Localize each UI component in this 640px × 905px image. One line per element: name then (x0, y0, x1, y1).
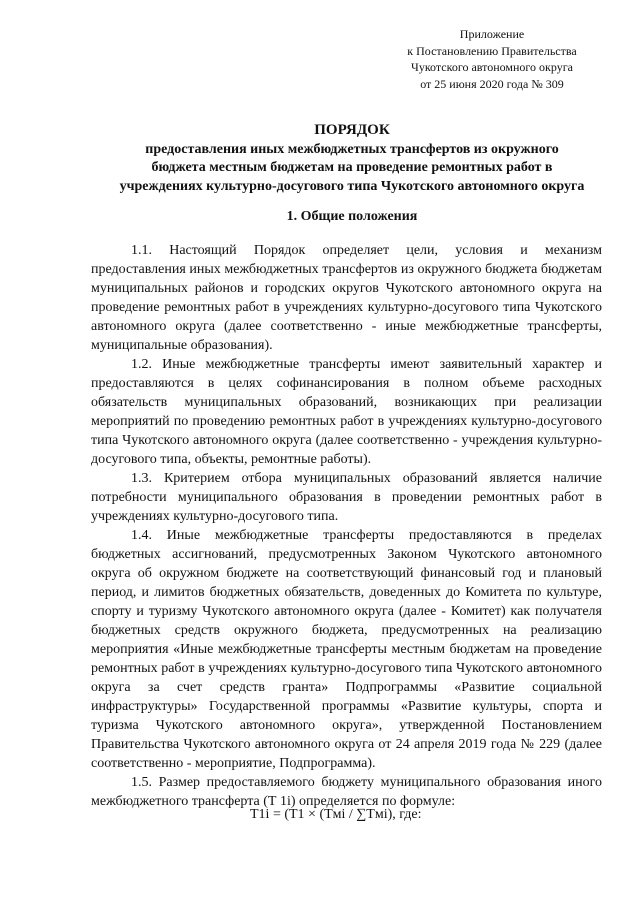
title-line-1: предоставления иных межбюджетных трансфертов из окружного (145, 141, 559, 157)
annex-resolution-ref: к Постановлению Правительства (407, 43, 577, 58)
section-heading: 1. Общие положения (286, 209, 418, 224)
paragraph-1-2: 1.2. Иные межбюджетные трансферты имеют заявительный характер и предоставляются в целях софинансирования в полном объеме расходных обязательств муниципальных образований, возникающих при реализации мероприятий по проведению ремонтных работ в учреждениях культурно-досугового типа Чукотского автономного округа (далее соответственно - учреждения культурно-досугового типа, объекты, ремонтные работы). (91, 357, 602, 467)
document-title (80, 121, 624, 196)
title-heading: ПОРЯДОК (314, 122, 390, 138)
title-line-3: учреждениях культурно-досугового типа Чукотского автономного округа (119, 178, 585, 194)
title-line-2: бюджета местным бюджетам на проведение ремонтных работ в (151, 160, 553, 175)
section-body (91, 241, 602, 811)
paragraph-1-1: 1.1. Настоящий Порядок определяет цели, условия и механизм предоставления иных межбюджетных трансфертов из окружного бюджета бюджетам муниципальных районов и городских округов Чукотского автономного округа на проведение ремонтных работ в учреждениях культурно-досугового типа Чукотского автономного округа (далее соответственно - иные межбюджетные трансферты, муниципальные образования). (91, 243, 602, 353)
paragraph-1-3: 1.3. Критерием отбора муниципальных образований является наличие потребности муниципального образования в проведении ремонтных работ в учреждениях культурно-досугового типа. (91, 471, 602, 524)
annex-label: Приложение (459, 27, 525, 41)
annex-region: Чукотского автономного округа (411, 60, 573, 74)
annex-date-number: от 25 июня 2020 года № 309 (420, 76, 564, 91)
paragraph-1-4: 1.4. Иные межбюджетные трансферты предоставляются в пределах бюджетных ассигнований, предусмотренных Законом Чукотского автономного округа об окружном бюджете на соответствующий финансовый год и плановый период, и лимитов бюджетных обязательств, доведенных до Комитета по культуре, спорту и туризму Чукотского автономного округа (далее - Комитет) как получателя бюджетных средств окружного бюджета, предусмотренных на реализацию мероприятия «Иные межбюджетные трансферты местным бюджетам на проведение ремонтных работ в учреждениях культурно-досугового типа Чукотского автономного округа за счет средств гранта» Подпрограммы «Развитие социальной инфраструктуры» Государственной программы «Развитие культуры, спорта и туризма Чукотского автономного округа», утвержденной Постановлением Правительства Чукотского автономного округа от 24 апреля 2019 года № 229 (далее соответственно - мероприятие, Подпрограмма). (91, 528, 602, 771)
paragraph-1-5: 1.5. Размер предоставляемого бюджету муниципального образования иного межбюджетного трансферта (Т 1i) определяется по формуле: (91, 775, 602, 809)
annex-header (372, 26, 612, 92)
formula: T1i = (T1 × (Tмi / ∑Tмi), где: (250, 807, 422, 822)
